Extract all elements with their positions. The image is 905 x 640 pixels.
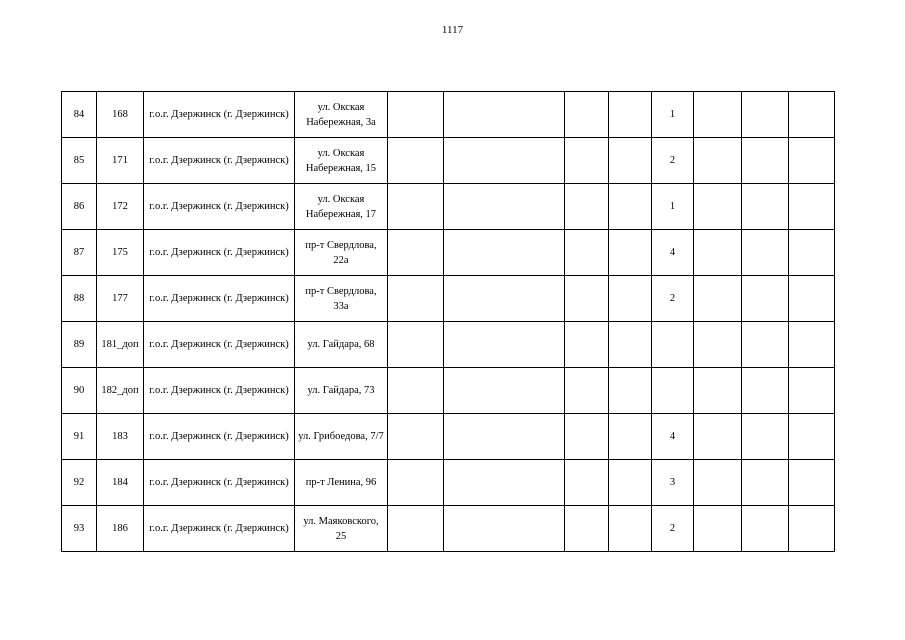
empty-cell bbox=[694, 506, 742, 552]
municipality-cell: г.о.г. Дзержинск (г. Дзержинск) bbox=[144, 460, 295, 506]
empty-cell bbox=[444, 138, 565, 184]
table-row bbox=[62, 92, 835, 138]
municipality-cell: г.о.г. Дзержинск (г. Дзержинск) bbox=[144, 138, 295, 184]
address-cell: пр-т Свердлова, 22а bbox=[295, 230, 388, 276]
empty-cell bbox=[565, 138, 609, 184]
object-id-cell: 186 bbox=[97, 506, 144, 552]
empty-cell bbox=[609, 276, 652, 322]
row-number-cell: 89 bbox=[62, 322, 97, 368]
address-cell: пр-т Свердлова, 33а bbox=[295, 276, 388, 322]
registry-table bbox=[61, 91, 835, 552]
empty-cell bbox=[694, 460, 742, 506]
empty-cell bbox=[789, 322, 835, 368]
municipality-cell: г.о.г. Дзержинск (г. Дзержинск) bbox=[144, 368, 295, 414]
empty-cell bbox=[694, 414, 742, 460]
empty-cell bbox=[565, 368, 609, 414]
count-cell: 1 bbox=[652, 184, 694, 230]
empty-cell bbox=[388, 184, 444, 230]
count-cell: 4 bbox=[652, 414, 694, 460]
address-cell: ул. Гайдара, 73 bbox=[295, 368, 388, 414]
municipality-cell: г.о.г. Дзержинск (г. Дзержинск) bbox=[144, 184, 295, 230]
address-cell: ул. Гайдара, 68 bbox=[295, 322, 388, 368]
empty-cell bbox=[789, 506, 835, 552]
empty-cell bbox=[388, 92, 444, 138]
empty-cell bbox=[789, 414, 835, 460]
municipality-cell: г.о.г. Дзержинск (г. Дзержинск) bbox=[144, 230, 295, 276]
count-cell: 2 bbox=[652, 506, 694, 552]
object-id-cell: 177 bbox=[97, 276, 144, 322]
empty-cell bbox=[609, 368, 652, 414]
empty-cell bbox=[742, 276, 789, 322]
empty-cell bbox=[444, 460, 565, 506]
municipality-cell: г.о.г. Дзержинск (г. Дзержинск) bbox=[144, 276, 295, 322]
empty-cell bbox=[742, 230, 789, 276]
empty-cell bbox=[694, 230, 742, 276]
municipality-cell: г.о.г. Дзержинск (г. Дзержинск) bbox=[144, 414, 295, 460]
address-cell: ул. Окская Набережная, 15 bbox=[295, 138, 388, 184]
object-id-cell: 168 bbox=[97, 92, 144, 138]
empty-cell bbox=[742, 460, 789, 506]
empty-cell bbox=[789, 368, 835, 414]
count-cell bbox=[652, 322, 694, 368]
count-cell: 3 bbox=[652, 460, 694, 506]
empty-cell bbox=[789, 138, 835, 184]
empty-cell bbox=[694, 322, 742, 368]
row-number-cell: 86 bbox=[62, 184, 97, 230]
empty-cell bbox=[565, 414, 609, 460]
table-row bbox=[62, 230, 835, 276]
empty-cell bbox=[694, 138, 742, 184]
count-cell: 4 bbox=[652, 230, 694, 276]
empty-cell bbox=[789, 92, 835, 138]
empty-cell bbox=[565, 230, 609, 276]
empty-cell bbox=[565, 460, 609, 506]
page-number: 1117 bbox=[441, 24, 464, 36]
object-id-cell: 182_доп bbox=[97, 368, 144, 414]
row-number-cell: 90 bbox=[62, 368, 97, 414]
object-id-cell: 184 bbox=[97, 460, 144, 506]
empty-cell bbox=[609, 414, 652, 460]
empty-cell bbox=[789, 230, 835, 276]
object-id-cell: 175 bbox=[97, 230, 144, 276]
table-row bbox=[62, 276, 835, 322]
count-cell bbox=[652, 368, 694, 414]
empty-cell bbox=[742, 414, 789, 460]
empty-cell bbox=[694, 92, 742, 138]
empty-cell bbox=[742, 322, 789, 368]
row-number-cell: 92 bbox=[62, 460, 97, 506]
empty-cell bbox=[609, 322, 652, 368]
empty-cell bbox=[742, 138, 789, 184]
object-id-cell: 181_доп bbox=[97, 322, 144, 368]
object-id-cell: 172 bbox=[97, 184, 144, 230]
empty-cell bbox=[789, 276, 835, 322]
empty-cell bbox=[444, 276, 565, 322]
address-cell: ул. Окская Набережная, 3а bbox=[295, 92, 388, 138]
row-number-cell: 93 bbox=[62, 506, 97, 552]
empty-cell bbox=[742, 92, 789, 138]
table-row bbox=[62, 414, 835, 460]
empty-cell bbox=[388, 138, 444, 184]
row-number-cell: 87 bbox=[62, 230, 97, 276]
table-row bbox=[62, 138, 835, 184]
table-row bbox=[62, 506, 835, 552]
address-cell: ул. Грибоедова, 7/7 bbox=[295, 414, 388, 460]
address-cell: пр-т Ленина, 96 bbox=[295, 460, 388, 506]
empty-cell bbox=[742, 506, 789, 552]
count-cell: 1 bbox=[652, 92, 694, 138]
empty-cell bbox=[742, 368, 789, 414]
count-cell: 2 bbox=[652, 138, 694, 184]
table-row bbox=[62, 322, 835, 368]
empty-cell bbox=[388, 460, 444, 506]
empty-cell bbox=[609, 138, 652, 184]
empty-cell bbox=[789, 184, 835, 230]
empty-cell bbox=[694, 184, 742, 230]
empty-cell bbox=[565, 322, 609, 368]
empty-cell bbox=[694, 368, 742, 414]
empty-cell bbox=[565, 506, 609, 552]
empty-cell bbox=[388, 276, 444, 322]
row-number-cell: 91 bbox=[62, 414, 97, 460]
empty-cell bbox=[388, 230, 444, 276]
address-cell: ул. Окская Набережная, 17 bbox=[295, 184, 388, 230]
municipality-cell: г.о.г. Дзержинск (г. Дзержинск) bbox=[144, 92, 295, 138]
empty-cell bbox=[609, 460, 652, 506]
municipality-cell: г.о.г. Дзержинск (г. Дзержинск) bbox=[144, 322, 295, 368]
empty-cell bbox=[444, 506, 565, 552]
table-row bbox=[62, 460, 835, 506]
municipality-cell: г.о.г. Дзержинск (г. Дзержинск) bbox=[144, 506, 295, 552]
empty-cell bbox=[444, 368, 565, 414]
empty-cell bbox=[388, 322, 444, 368]
empty-cell bbox=[388, 506, 444, 552]
empty-cell bbox=[444, 230, 565, 276]
table-row bbox=[62, 184, 835, 230]
empty-cell bbox=[388, 414, 444, 460]
empty-cell bbox=[565, 276, 609, 322]
empty-cell bbox=[609, 92, 652, 138]
empty-cell bbox=[742, 184, 789, 230]
empty-cell bbox=[609, 184, 652, 230]
table-row bbox=[62, 368, 835, 414]
row-number-cell: 84 bbox=[62, 92, 97, 138]
count-cell: 2 bbox=[652, 276, 694, 322]
row-number-cell: 85 bbox=[62, 138, 97, 184]
empty-cell bbox=[565, 92, 609, 138]
empty-cell bbox=[609, 230, 652, 276]
object-id-cell: 183 bbox=[97, 414, 144, 460]
empty-cell bbox=[789, 460, 835, 506]
empty-cell bbox=[444, 92, 565, 138]
empty-cell bbox=[444, 414, 565, 460]
empty-cell bbox=[388, 368, 444, 414]
empty-cell bbox=[565, 184, 609, 230]
row-number-cell: 88 bbox=[62, 276, 97, 322]
empty-cell bbox=[609, 506, 652, 552]
address-cell: ул. Маяковского, 25 bbox=[295, 506, 388, 552]
empty-cell bbox=[694, 276, 742, 322]
empty-cell bbox=[444, 184, 565, 230]
empty-cell bbox=[444, 322, 565, 368]
object-id-cell: 171 bbox=[97, 138, 144, 184]
